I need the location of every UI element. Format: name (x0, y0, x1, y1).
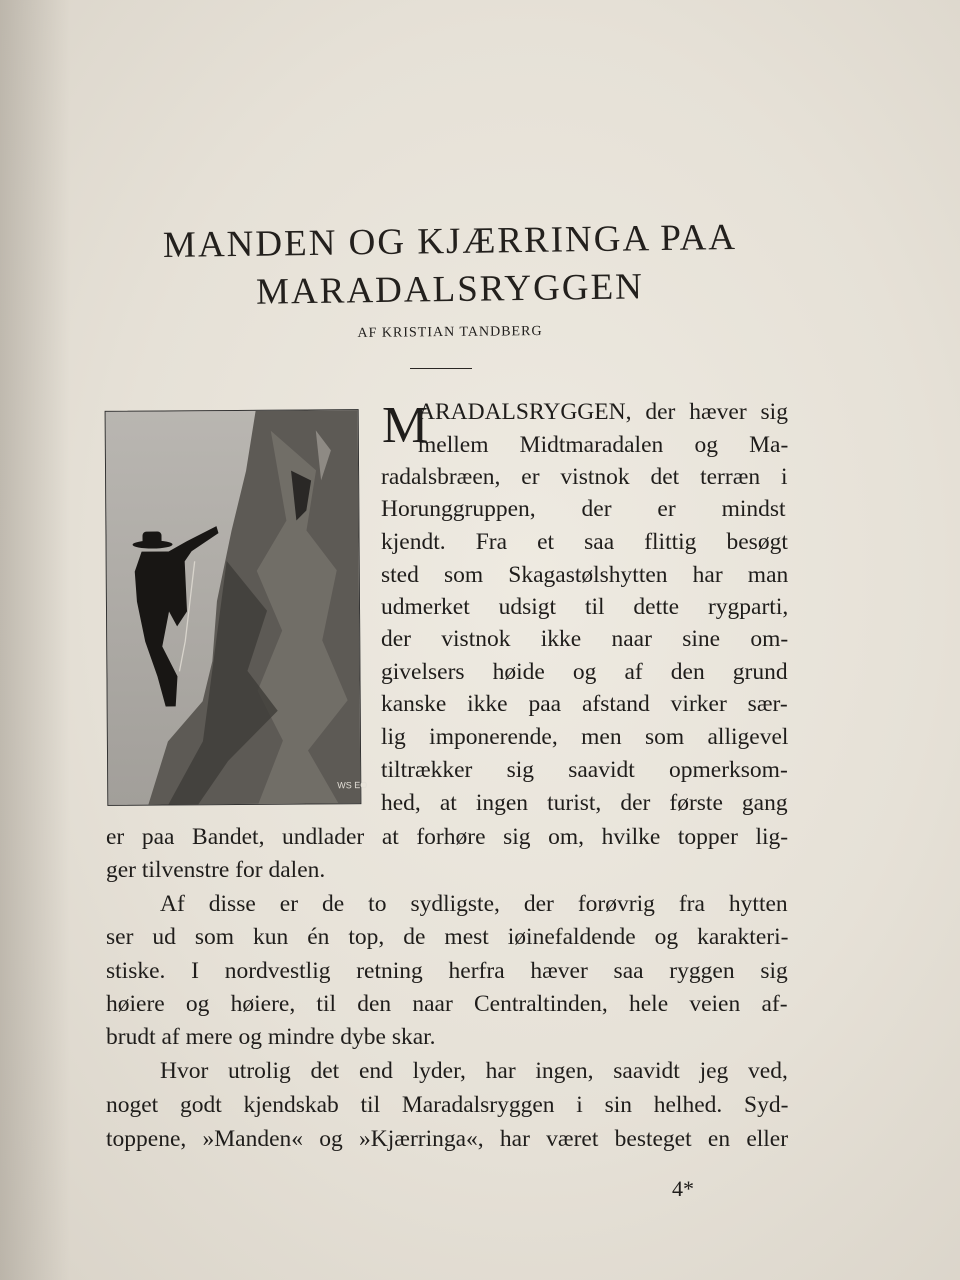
text-line: ser ud som kun én top, de mest iøinefaldende og karakteri- (106, 924, 789, 950)
text-line: Af disse er de to sydligste, der forøvrig fra hytten (160, 891, 788, 917)
text-line: hed, at ingen turist, der første gang (381, 790, 788, 816)
byline: AF KRISTIAN TANDBERG (357, 324, 543, 341)
photo-signature: WS EO (337, 780, 368, 791)
text-line: sted som Skagastølshytten har man (381, 562, 789, 588)
climber-photo (105, 409, 368, 806)
text-line: lig imponerende, men som alligevel (381, 724, 789, 750)
text-line: stiske. I nordvestlig retning herfra hæver saa ryggen sig (106, 958, 788, 984)
text-line: Hvor utrolig det end lyder, har ingen, saavidt jeg ved, (160, 1058, 788, 1084)
text-line: ger tilvenstre for dalen. (106, 857, 326, 883)
text-line: høiere og høiere, til den naar Centraltinden, hele veien af- (106, 991, 788, 1017)
title-line-1: MANDEN OG KJÆRRINGA PAA (162, 216, 738, 267)
drop-cap: M (382, 397, 429, 454)
text-line: er paa Bandet, undlader at forhøre sig om, hvilke topper lig- (106, 824, 789, 850)
text-line: givelsers høide og af den grund (381, 659, 788, 685)
text-line: kjendt. Fra et saa flittig besøgt (381, 529, 788, 555)
text-line: toppene, »Manden« og »Kjærringa«, har været besteget en eller (106, 1126, 789, 1152)
page-edge-shadow (0, 0, 70, 1280)
text-line: radalsbræen, er vistnok det terræn i (381, 464, 788, 490)
text-line: brudt af mere og mindre dybe skar. (106, 1024, 436, 1050)
text-line: der vistnok ikke naar sine om- (381, 626, 789, 652)
text-line: ARADALSRYGGEN, der hæver sig (418, 399, 788, 425)
text-line: noget godt kjendskab til Maradalsryggen i sin helhed. Syd- (106, 1092, 789, 1118)
climber-photo-illustration (106, 410, 368, 805)
text-line: Horunggruppen, der er mindst (381, 496, 786, 522)
text-line: udmerket udsigt til dette rygparti, (381, 594, 789, 620)
title-divider (410, 368, 472, 369)
text-line: kanske ikke paa afstand virker sær- (381, 691, 788, 717)
page-number: 4* (672, 1176, 694, 1201)
title-line-2: MARADALSRYGGEN (255, 266, 645, 313)
text-line: tiltrækker sig saavidt opmerksom- (381, 757, 788, 783)
text-line: mellem Midtmaradalen og Ma- (418, 432, 789, 458)
